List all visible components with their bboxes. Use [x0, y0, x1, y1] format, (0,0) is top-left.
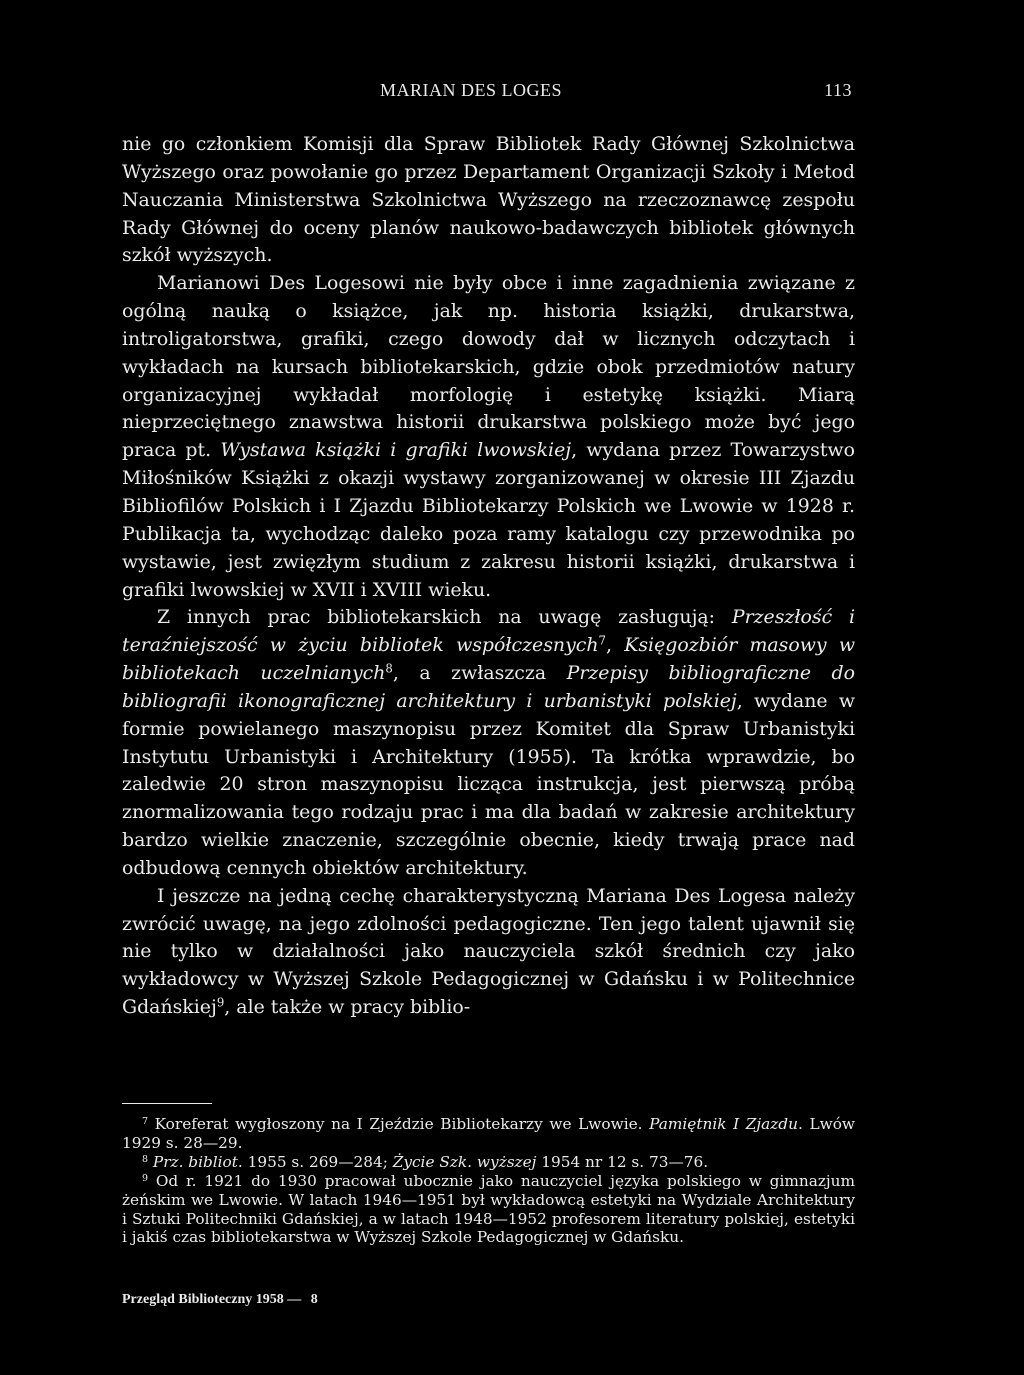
body-text — [122, 131, 855, 1022]
italic-title: Przeszłość i teraźniejszość w życiu bibliotek współczesnych — [122, 606, 855, 657]
text-run: , — [605, 634, 625, 657]
page-number: 113 — [824, 80, 852, 100]
footnote — [122, 1115, 855, 1153]
text-run: Z innych prac bibliotekarskich na uwagę zasługują: — [157, 606, 732, 629]
signature-dash: — — [287, 1292, 302, 1307]
paragraph — [122, 270, 855, 604]
text-run: I jeszcze na jedną cechę charakterystyczną Mariana Des Logesa należy zwrócić uwagę, na jego zdolności pedagogiczne. Ten jego talent ujawnił się nie tylko w działalności jako nauczyciela szkół średnich czy jako wykładowcy w Wyższej Szkole Pedagogicznej w Gdańsku i w Politechnice Gdańskiej — [122, 884, 855, 1019]
footnote-separator — [122, 1103, 212, 1104]
footnote-ref: 9 — [142, 1172, 149, 1184]
text-run: 1954 nr 12 s. 73—76. — [536, 1152, 709, 1171]
footnote-ref: 9 — [216, 995, 225, 1010]
paragraph — [122, 131, 855, 270]
text-run: . Lwów 1929 s. 28—29. — [122, 1115, 856, 1152]
text-run: Marianowi Des Logesowi nie były obce i inne zagadnienia związane z ogólną nauką o książce, jak np. historia książki, drukarstwa, introligatorstwa, grafiki, czego dowody dał w licznych odczytach i wykładach na kursach bibliotekarskich, gdzie obok przedmiotów natury organizacyjnej wykładał morfologię i estetykę książki. Miarą nieprzeciętnego znawstwa historii drukarstwa polskiego może być jego praca pt. — [122, 272, 855, 462]
text-run: nie go członkiem Komisji dla Spraw Bibliotek Rady Głównej Szkolnictwa Wyższego oraz powołanie go przez Departament Organizacji Szkoły i Metod Nauczania Ministerstwa Szkolnictwa Wyższego na rzeczoznawcę zespołu Rady Głównej do oceny planów naukowo-badawczych bibliotek głównych szkół wyższych. — [122, 133, 855, 267]
footnotes — [122, 1115, 855, 1247]
running-header — [122, 76, 852, 106]
text-run: , wydana przez Towarzystwo Miłośników Książki z okazji wystawy zorganizowanej w okresie III Zjazdu Bibliofilów Polskich i I Zjazdu Bibliotekarzy Polskich we Lwowie w 1928 r. Publikacja ta, wychodząc daleko poza ramy katalogu czy przewodnika po wystawie, jest zwięzłym studium z zakresu historii książki, drukarstwa i grafiki lwowskiej w XVII i XVIII wieku. — [122, 439, 855, 601]
footnote-ref: 8 — [385, 661, 393, 676]
text-run: , ale także w pracy biblio- — [224, 996, 471, 1019]
paragraph — [122, 604, 855, 882]
italic-title: Wystawa książki i grafiki lwowskiej — [220, 439, 572, 462]
text-run: , a zwłaszcza — [392, 662, 567, 685]
text-run: Koreferat wygłoszony na I Zjeździe Bibliotekarzy we Lwowie. — [148, 1115, 650, 1133]
italic-title: Księgozbiór masowy w bibliotekach uczelnianych — [122, 634, 855, 685]
italic-title: Prz. bibliot. — [152, 1152, 243, 1171]
text-run: Od r. 1921 do 1930 pracował ubocznie jako nauczyciel języka polskiego w gimnazjum żeńskim we Lwowie. W latach 1946—1951 był wykładowcą estetyki na Wydziale Architektury i Sztuki Politechniki Gdańskiej, a w latach 1948—1952 profesorem literatury polskiej, estetyki i jakiś czas bibliotekarstwa w Wyższej Szkole Pedagogicznej w Gdańsku. — [122, 1171, 855, 1247]
text-run: , wydane w formie powielanego maszynopisu przez Komitet dla Spraw Urbanistyki Instytutu Urbanistyki i Architektury (1955). Ta krótka wprawdzie, bo zaledwie 20 stron maszynopisu licząca instrukcja, jest pierwszą próbą znormalizowania tego rodzaju prac i ma dla badań w zakresie architektury bardzo wielkie znaczenie, szczególnie obecnie, kiedy trwają prace nad odbudową cennych obiektów architektury. — [122, 689, 856, 879]
footnote — [122, 1172, 855, 1248]
footnote — [122, 1153, 855, 1172]
journal-signature: Przegląd Biblioteczny 1958 — [122, 1292, 284, 1307]
footnote-ref: 8 — [142, 1153, 149, 1165]
sheet-number: 8 — [310, 1292, 318, 1307]
italic-title: Przepisy bibliograficzne do bibliografii ikonograficznej architektury i urbanistyki polskiej — [122, 662, 856, 712]
italic-title: Pamiętnik I Zjazdu — [649, 1115, 798, 1133]
text-run: 1955 s. 269—284; — [242, 1152, 393, 1171]
paragraph — [122, 883, 855, 1022]
footnote-ref: 7 — [142, 1115, 149, 1127]
footnote-ref: 7 — [598, 633, 606, 648]
italic-title: Życie Szk. wyższej — [392, 1152, 537, 1171]
printer-signature — [122, 1292, 318, 1308]
running-title: MARIAN DES LOGES — [380, 80, 563, 100]
